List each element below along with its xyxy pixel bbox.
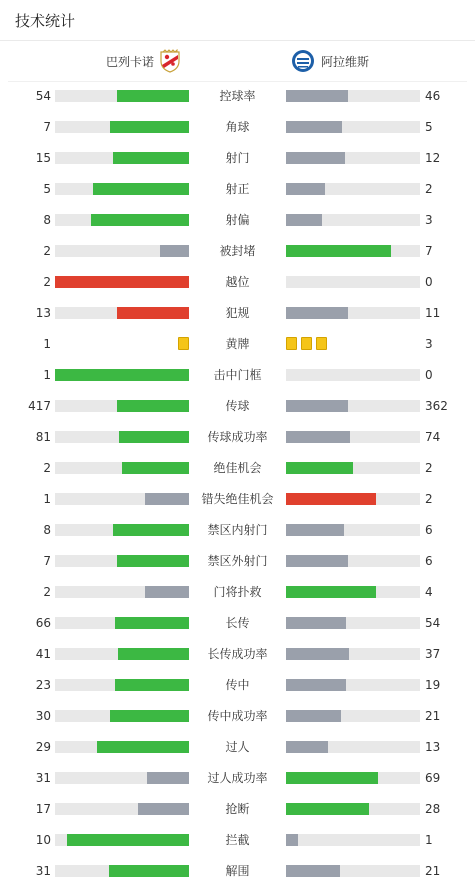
stat-label: 黄牌 — [225, 337, 250, 351]
away-stat-bar-track — [286, 214, 420, 226]
away-stat-bar-track — [286, 586, 420, 598]
home-stat-value: 31 — [35, 864, 51, 878]
home-stat-bar — [113, 524, 189, 536]
away-stat-bar-track — [286, 555, 420, 567]
away-stat-bar-track — [286, 276, 420, 288]
away-stat-bar-track — [286, 493, 420, 505]
home-stat-bar — [97, 741, 189, 753]
away-stat-value: 37 — [425, 647, 441, 661]
home-stat-value: 17 — [35, 802, 51, 816]
away-stat-value: 28 — [425, 802, 441, 816]
stat-row — [0, 81, 475, 112]
away-yellow-cards — [286, 337, 327, 350]
stat-label: 射正 — [225, 182, 250, 196]
home-yellow-cards — [178, 337, 189, 350]
away-stat-value: 2 — [425, 492, 433, 506]
away-stat-bar — [286, 90, 348, 102]
away-stat-value: 4 — [425, 585, 433, 599]
away-stat-value: 7 — [425, 244, 433, 258]
home-stat-bar-track — [55, 617, 189, 629]
stat-row — [0, 546, 475, 577]
home-stat-value: 7 — [43, 554, 51, 568]
home-stat-value: 5 — [43, 182, 51, 196]
stat-row — [0, 143, 475, 174]
home-stat-value: 1 — [43, 492, 51, 506]
home-stat-bar-track — [55, 183, 189, 195]
home-stat-value: 417 — [28, 399, 51, 413]
away-stat-bar-track — [286, 431, 420, 443]
home-stat-bar-track — [55, 245, 189, 257]
away-stat-value: 0 — [425, 368, 433, 382]
home-stat-bar-track — [55, 648, 189, 660]
stat-row — [0, 484, 475, 515]
away-stat-bar — [286, 245, 391, 257]
stat-row — [0, 732, 475, 763]
home-stat-bar — [138, 803, 189, 815]
stat-row — [0, 422, 475, 453]
away-stat-bar-track — [286, 865, 420, 877]
stat-label: 过人 — [225, 740, 250, 754]
stat-row — [0, 515, 475, 546]
away-stat-bar — [286, 183, 325, 195]
alaves-crest-icon — [291, 49, 315, 73]
home-stat-value: 41 — [35, 647, 51, 661]
home-stat-bar-track — [55, 307, 189, 319]
home-stat-bar-track — [55, 493, 189, 505]
stat-label: 犯规 — [225, 306, 250, 320]
away-stat-bar — [286, 803, 369, 815]
home-stat-value: 81 — [35, 430, 51, 444]
home-stat-value: 30 — [35, 709, 51, 723]
stat-row — [0, 701, 475, 732]
away-stat-bar — [286, 648, 349, 660]
away-stat-bar — [286, 493, 376, 505]
home-stat-value: 1 — [43, 368, 51, 382]
away-stat-value: 5 — [425, 120, 433, 134]
away-stat-bar-track — [286, 183, 420, 195]
away-stat-bar-track — [286, 307, 420, 319]
away-stat-value: 19 — [425, 678, 441, 692]
home-stat-bar-track — [55, 276, 189, 288]
stat-label: 长传成功率 — [207, 647, 268, 661]
away-stat-bar-track — [286, 617, 420, 629]
page-title: 技术统计 — [15, 12, 76, 30]
home-stat-bar — [117, 307, 189, 319]
stat-label: 被封堵 — [219, 244, 256, 258]
stat-row — [0, 453, 475, 484]
home-stat-value: 13 — [35, 306, 51, 320]
home-stat-bar-track — [55, 586, 189, 598]
home-stat-bar — [145, 586, 189, 598]
home-stat-bar-track — [55, 834, 189, 846]
stat-label: 传球成功率 — [207, 430, 268, 444]
home-stat-bar-track — [55, 400, 189, 412]
rayo-vallecano-crest-icon — [158, 49, 182, 73]
home-team-name: 巴列卡诺 — [105, 54, 154, 69]
stat-label: 解围 — [225, 864, 250, 878]
away-stat-bar — [286, 617, 346, 629]
home-stat-bar-track — [55, 803, 189, 815]
away-stat-value: 362 — [425, 399, 448, 413]
stat-label: 越位 — [225, 275, 250, 289]
home-stat-bar — [115, 617, 189, 629]
home-stat-bar-track — [55, 524, 189, 536]
away-stat-value: 46 — [425, 89, 441, 103]
away-stat-bar-track — [286, 772, 420, 784]
stat-label: 击中门框 — [213, 368, 262, 382]
stat-row — [0, 267, 475, 298]
home-stat-value: 2 — [43, 244, 51, 258]
home-stat-bar — [113, 152, 189, 164]
yellow-card-icon — [178, 337, 189, 350]
away-stat-value: 11 — [425, 306, 441, 320]
away-stat-bar — [286, 307, 348, 319]
home-stat-bar — [117, 400, 189, 412]
home-stat-bar-track — [55, 772, 189, 784]
stat-label: 传中 — [225, 678, 250, 692]
stat-row — [0, 329, 475, 360]
away-stat-value: 21 — [425, 864, 441, 878]
away-stat-value: 6 — [425, 554, 433, 568]
stat-label: 角球 — [225, 120, 250, 134]
away-stat-bar — [286, 152, 345, 164]
home-stat-bar — [160, 245, 189, 257]
home-stat-value: 2 — [43, 275, 51, 289]
home-stat-bar — [122, 462, 189, 474]
away-stat-value: 54 — [425, 616, 441, 630]
away-stat-value: 2 — [425, 182, 433, 196]
home-stat-bar-track — [55, 555, 189, 567]
away-stat-bar-track — [286, 648, 420, 660]
away-stat-bar — [286, 586, 376, 598]
away-stat-bar-track — [286, 121, 420, 133]
home-stat-bar — [93, 183, 189, 195]
yellow-card-icon — [301, 337, 312, 350]
away-stat-bar-track — [286, 741, 420, 753]
stat-row — [0, 360, 475, 391]
away-stat-bar-track — [286, 90, 420, 102]
stat-row — [0, 794, 475, 825]
stat-label: 错失绝佳机会 — [201, 492, 274, 506]
home-stat-value: 31 — [35, 771, 51, 785]
home-stat-bar — [115, 679, 189, 691]
away-stat-value: 6 — [425, 523, 433, 537]
away-stat-bar — [286, 710, 341, 722]
home-stat-bar — [55, 369, 189, 381]
away-stat-bar — [286, 741, 328, 753]
away-stat-bar-track — [286, 369, 420, 381]
away-stat-bar-track — [286, 524, 420, 536]
stat-row — [0, 670, 475, 701]
home-stat-bar-track — [55, 431, 189, 443]
away-team-name: 阿拉维斯 — [321, 54, 370, 69]
away-stat-bar-track — [286, 400, 420, 412]
home-stat-value: 10 — [35, 833, 51, 847]
away-stat-bar — [286, 524, 344, 536]
away-stat-value: 69 — [425, 771, 441, 785]
home-stat-bar — [91, 214, 189, 226]
home-stat-bar — [117, 555, 189, 567]
home-stat-bar-track — [55, 679, 189, 691]
away-stat-bar-track — [286, 679, 420, 691]
stat-label: 抢断 — [225, 802, 250, 816]
home-stat-value: 1 — [43, 337, 51, 351]
away-stat-value: 12 — [425, 151, 441, 165]
away-stat-value: 3 — [425, 337, 433, 351]
stat-label: 门将扑救 — [213, 585, 262, 599]
home-stat-bar-track — [55, 741, 189, 753]
stat-label: 禁区内射门 — [207, 523, 268, 537]
away-stat-bar — [286, 772, 378, 784]
stats-list — [0, 81, 475, 887]
home-stat-bar — [110, 710, 189, 722]
away-stat-value: 0 — [425, 275, 433, 289]
away-stat-bar — [286, 679, 346, 691]
home-stat-bar-track — [55, 710, 189, 722]
stat-label: 长传 — [225, 616, 250, 630]
yellow-card-icon — [286, 337, 297, 350]
away-stat-value: 1 — [425, 833, 433, 847]
away-stat-bar-track — [286, 152, 420, 164]
teams-header — [8, 41, 467, 82]
stat-row — [0, 174, 475, 205]
stat-label: 禁区外射门 — [207, 554, 268, 568]
stat-label: 射偏 — [225, 213, 250, 227]
away-stat-bar-track — [286, 803, 420, 815]
stat-label: 过人成功率 — [207, 771, 268, 785]
home-stat-bar-track — [55, 462, 189, 474]
home-stat-value: 54 — [35, 89, 51, 103]
away-stat-value: 3 — [425, 213, 433, 227]
home-stat-value: 23 — [35, 678, 51, 692]
home-stat-bar-track — [55, 152, 189, 164]
page-header — [0, 0, 475, 41]
home-stat-bar — [119, 431, 189, 443]
stat-row — [0, 236, 475, 267]
home-stat-bar-track — [55, 865, 189, 877]
stat-row — [0, 112, 475, 143]
stat-label: 绝佳机会 — [213, 461, 262, 475]
away-stat-bar — [286, 431, 350, 443]
away-stat-bar-track — [286, 245, 420, 257]
stat-row — [0, 825, 475, 856]
away-stat-bar — [286, 555, 348, 567]
away-stat-bar — [286, 214, 322, 226]
home-stat-bar — [145, 493, 189, 505]
stat-row — [0, 391, 475, 422]
home-stat-value: 66 — [35, 616, 51, 630]
stat-label: 射门 — [225, 151, 250, 165]
stat-row — [0, 298, 475, 329]
stat-row — [0, 763, 475, 794]
away-stat-value: 21 — [425, 709, 441, 723]
home-stat-bar-track — [55, 214, 189, 226]
away-stat-bar — [286, 865, 340, 877]
stat-row — [0, 639, 475, 670]
home-stat-value: 29 — [35, 740, 51, 754]
yellow-card-icon — [316, 337, 327, 350]
home-stat-bar — [67, 834, 189, 846]
away-stat-bar — [286, 121, 342, 133]
away-stat-value: 13 — [425, 740, 441, 754]
stat-label: 传中成功率 — [207, 709, 268, 723]
stat-row — [0, 205, 475, 236]
home-stat-bar — [55, 276, 189, 288]
home-stat-bar — [117, 90, 189, 102]
home-stat-value: 8 — [43, 213, 51, 227]
home-stat-bar-track — [55, 369, 189, 381]
away-team[interactable] — [291, 41, 369, 81]
home-team[interactable] — [106, 41, 182, 81]
away-stat-bar — [286, 834, 298, 846]
home-stat-bar — [118, 648, 189, 660]
home-stat-bar-track — [55, 121, 189, 133]
away-stat-bar-track — [286, 834, 420, 846]
home-stat-bar — [110, 121, 189, 133]
away-stat-bar — [286, 462, 353, 474]
home-stat-value: 2 — [43, 461, 51, 475]
stat-label: 传球 — [225, 399, 250, 413]
home-stat-value: 15 — [35, 151, 51, 165]
stat-row — [0, 608, 475, 639]
stat-row — [0, 577, 475, 608]
away-stat-bar — [286, 400, 348, 412]
home-stat-bar — [147, 772, 189, 784]
away-stat-value: 74 — [425, 430, 441, 444]
home-stat-bar-track — [55, 90, 189, 102]
away-stat-value: 2 — [425, 461, 433, 475]
away-stat-bar-track — [286, 710, 420, 722]
home-stat-bar — [109, 865, 189, 877]
stat-label: 控球率 — [219, 89, 256, 103]
away-stat-bar-track — [286, 462, 420, 474]
stat-label: 拦截 — [225, 833, 250, 847]
stat-row — [0, 856, 475, 887]
home-stat-value: 8 — [43, 523, 51, 537]
home-stat-value: 7 — [43, 120, 51, 134]
home-stat-value: 2 — [43, 585, 51, 599]
